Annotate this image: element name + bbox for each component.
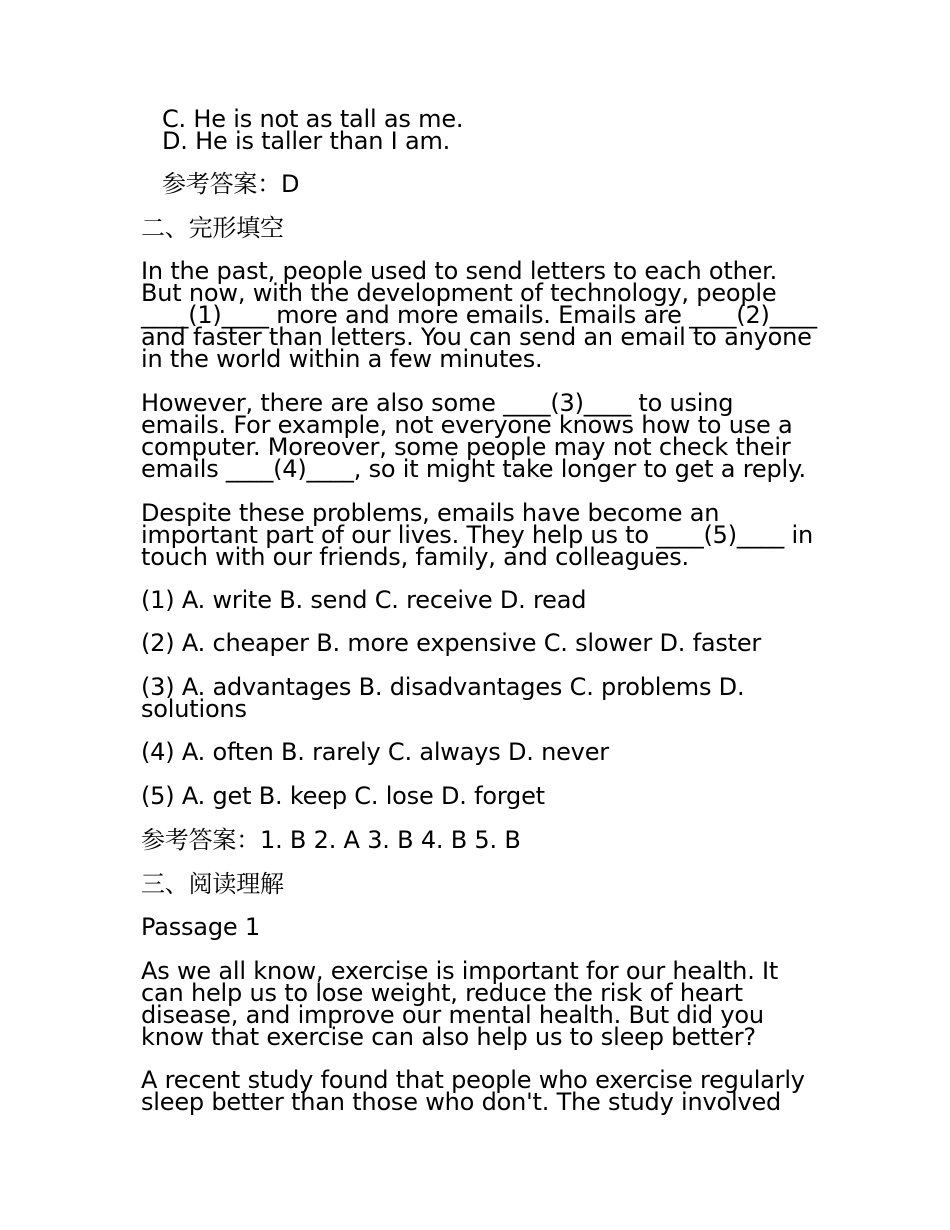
cloze-question-4: (4) A. often B. rarely C. always D. never <box>141 738 609 766</box>
cloze-paragraph-1: In the past, people used to send letters to each other. But now, with the development of technology, people ____(1)____ more and more emails. Emails are ____(2)____ and faster than letters. You can send an email to anyone in the world within a few minutes. <box>141 257 817 373</box>
reading-paragraph-1: As we all know, exercise is important for our health. It can help us to lose weight, reduce the risk of heart disease, and improve our mental health. But did you know that exercise can also help us to sleep better? <box>141 957 779 1051</box>
option-c: C. He is not as tall as me. <box>162 105 464 133</box>
section-heading-reading: 三、阅读理解 <box>141 870 284 898</box>
previous-answer: 参考答案：D <box>162 170 300 198</box>
document-content <box>141 105 821 1116</box>
reading-paragraph-2: A recent study found that people who exercise regularly sleep better than those who don't. The study involved <box>141 1066 805 1116</box>
cloze-paragraph-2: However, there are also some ____(3)____ to using emails. For example, not everyone knows how to use a computer. Moreover, some people may not check their emails ____(4)____, so it might take longer to get a reply. <box>141 389 806 483</box>
cloze-question-2: (2) A. cheaper B. more expensive C. slower D. faster <box>141 629 762 657</box>
option-d: D. He is taller than I am. <box>162 127 451 155</box>
passage-title: Passage 1 <box>141 913 260 941</box>
section-heading-cloze: 二、完形填空 <box>141 214 284 242</box>
cloze-paragraph-3: Despite these problems, emails have become an important part of our lives. They help us to ____(5)____ in touch with our friends, family, and colleagues. <box>141 499 814 571</box>
cloze-answer: 参考答案：1. B 2. A 3. B 4. B 5. B <box>141 826 521 854</box>
cloze-question-5: (5) A. get B. keep C. lose D. forget <box>141 782 545 810</box>
cloze-question-1: (1) A. write B. send C. receive D. read <box>141 586 587 614</box>
cloze-question-3: (3) A. advantages B. disadvantages C. problems D. solutions <box>141 673 745 723</box>
